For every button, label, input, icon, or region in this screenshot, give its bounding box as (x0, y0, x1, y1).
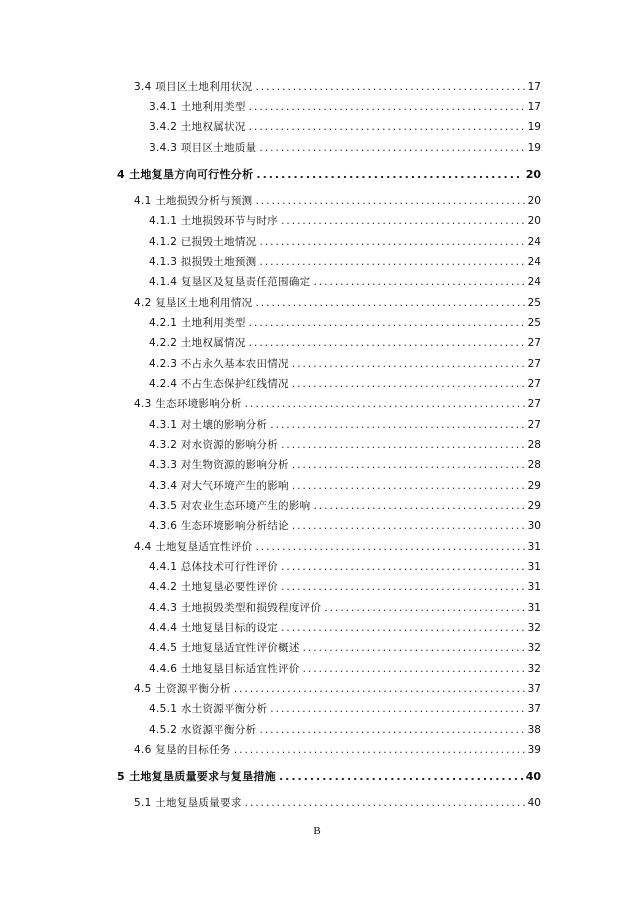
toc-entry-page-number: 27 (527, 358, 541, 370)
toc-entry[interactable] (149, 559, 541, 575)
toc-entry-title: 4.4.4 土地复垦目标的设定 (149, 622, 279, 634)
toc-dot-leader (259, 254, 524, 270)
toc-entry-page-number: 20 (527, 215, 541, 227)
toc-dot-leader (270, 701, 524, 717)
toc-entry[interactable] (149, 335, 541, 351)
toc-entry[interactable] (149, 437, 541, 453)
toc-dot-leader (255, 193, 524, 209)
toc-dot-leader (281, 559, 525, 575)
toc-entry-page-number: 25 (527, 317, 541, 329)
toc-entry[interactable] (134, 79, 541, 95)
toc-entry-page-number: 30 (527, 520, 541, 532)
toc-dot-leader (249, 315, 525, 331)
toc-entry-page-number: 27 (527, 378, 541, 390)
toc-entry-title: 3.4.3 项目区土地质量 (149, 142, 257, 154)
toc-entry-page-number: 31 (527, 541, 541, 553)
toc-entry[interactable] (149, 620, 541, 636)
toc-dot-leader (249, 335, 525, 351)
toc-entry[interactable] (149, 457, 541, 473)
toc-entry-title: 4.3.4 对大气环境产生的影响 (149, 480, 289, 492)
toc-dot-leader (255, 295, 524, 311)
toc-entry[interactable] (134, 539, 541, 555)
toc-dot-leader (324, 600, 524, 616)
toc-dot-leader (256, 167, 522, 183)
toc-entry-page-number: 28 (527, 439, 541, 451)
toc-entry[interactable] (149, 315, 541, 331)
toc-entry[interactable] (134, 681, 541, 697)
toc-dot-leader (292, 376, 525, 392)
toc-entry-title: 4.1 土地损毁分析与预测 (134, 195, 253, 207)
toc-entry[interactable] (149, 356, 541, 372)
toc-entry-title: 4.5.1 水土资源平衡分析 (149, 703, 268, 715)
toc-entry-title: 4.4.2 土地复垦必要性评价 (149, 581, 279, 593)
toc-dot-leader (303, 640, 525, 656)
toc-dot-leader (281, 620, 525, 636)
toc-entry-title: 4.5.2 水资源平衡分析 (149, 724, 257, 736)
toc-entry-page-number: 32 (527, 663, 541, 675)
toc-entry-page-number: 40 (527, 797, 541, 809)
toc-entry[interactable] (149, 417, 541, 433)
toc-dot-leader (234, 681, 525, 697)
toc-entry[interactable] (134, 396, 541, 412)
toc-dot-leader (279, 769, 523, 785)
toc-dot-leader (281, 437, 525, 453)
toc-entry-title: 4.2.4 不占生态保护红线情况 (149, 378, 289, 390)
toc-entry-title: 4.4.5 土地复垦适宜性评价概述 (149, 642, 300, 654)
toc-entry-page-number: 31 (527, 602, 541, 614)
toc-entry[interactable] (149, 213, 541, 229)
toc-dot-leader (255, 79, 524, 95)
toc-entry[interactable] (134, 795, 541, 811)
page-footer-label: B (313, 825, 321, 837)
toc-entry[interactable] (149, 376, 541, 392)
toc-entry-page-number: 24 (527, 276, 541, 288)
toc-entry-page-number: 40 (525, 770, 541, 783)
toc-entry-title: 4.1.2 已损毁土地情况 (149, 236, 257, 248)
toc-entry-title: 4.6 复垦的目标任务 (134, 744, 231, 756)
toc-dot-leader (249, 119, 525, 135)
toc-entry-page-number: 29 (527, 500, 541, 512)
toc-entry-title: 4.1.3 拟损毁土地预测 (149, 256, 257, 268)
toc-entry[interactable] (149, 498, 541, 514)
toc-entry-title: 4.2.3 不占永久基本农田情况 (149, 358, 289, 370)
toc-entry-page-number: 31 (527, 561, 541, 573)
toc-entry[interactable] (149, 478, 541, 494)
toc-entry-page-number: 20 (527, 195, 541, 207)
toc-entry[interactable] (149, 661, 541, 677)
toc-entry-page-number: 28 (527, 459, 541, 471)
toc-entry-page-number: 32 (527, 622, 541, 634)
toc-dot-leader (313, 498, 524, 514)
toc-dot-leader (281, 579, 525, 595)
toc-entry-page-number: 24 (527, 256, 541, 268)
toc-entry[interactable] (134, 742, 541, 758)
toc-dot-leader (270, 417, 524, 433)
toc-dot-leader (245, 795, 525, 811)
toc-entry-title: 3.4.2 土地权属状况 (149, 121, 246, 133)
toc-entry-page-number: 20 (525, 168, 541, 181)
toc-entry-page-number: 17 (527, 81, 541, 93)
toc-entry-title: 4.5 土资源平衡分析 (134, 683, 231, 695)
toc-entry-page-number: 19 (527, 121, 541, 133)
toc-entry-page-number: 19 (527, 142, 541, 154)
toc-entry-page-number: 29 (527, 480, 541, 492)
toc-entry[interactable] (149, 640, 541, 656)
toc-entry-title: 4.3 生态环境影响分析 (134, 398, 242, 410)
toc-entry[interactable] (149, 234, 541, 250)
toc-entry[interactable] (149, 600, 541, 616)
toc-entry-title: 4.4.6 土地复垦目标适宜性评价 (149, 663, 300, 675)
toc-dot-leader (255, 539, 524, 555)
toc-entry-title: 4.3.3 对生物资源的影响分析 (149, 459, 289, 471)
toc-entry[interactable] (149, 99, 541, 115)
toc-entry-page-number: 37 (527, 683, 541, 695)
toc-entry-page-number: 25 (527, 297, 541, 309)
toc-entry-title: 3.4.1 土地利用类型 (149, 101, 246, 113)
toc-entry-title: 4 土地复垦方向可行性分析 (117, 168, 254, 181)
toc-entry-title: 4.4.1 总体技术可行性评价 (149, 561, 279, 573)
toc-entry-title: 4.3.2 对水资源的影响分析 (149, 439, 279, 451)
toc-entry[interactable] (134, 193, 541, 209)
toc-entry[interactable] (149, 722, 541, 738)
toc-entry[interactable] (149, 140, 541, 156)
toc-entry-page-number: 39 (527, 744, 541, 756)
toc-entry-title: 5 土地复垦质量要求与复垦措施 (117, 770, 276, 783)
toc-entry-page-number: 27 (527, 419, 541, 431)
toc-entry-title: 5.1 土地复垦质量要求 (134, 797, 242, 809)
toc-entry-title: 4.4 土地复垦适宜性评价 (134, 541, 253, 553)
toc-entry[interactable] (149, 254, 541, 270)
toc-entry-title: 4.3.6 生态环境影响分析结论 (149, 520, 289, 532)
toc-entry-title: 4.2.2 土地权属情况 (149, 337, 246, 349)
toc-entry-title: 4.4.3 土地损毁类型和损毁程度评价 (149, 602, 322, 614)
toc-entry-page-number: 37 (527, 703, 541, 715)
toc-entry-page-number: 32 (527, 642, 541, 654)
toc-entry[interactable] (117, 769, 541, 785)
toc-entry[interactable] (149, 274, 541, 290)
toc-dot-leader (281, 213, 525, 229)
toc-entry-page-number: 27 (527, 398, 541, 410)
toc-entry-title: 4.1.1 土地损毁环节与时序 (149, 215, 279, 227)
toc-dot-leader (292, 478, 525, 494)
toc-entry-title: 4.3.5 对农业生态环境产生的影响 (149, 500, 311, 512)
toc-entry[interactable] (134, 295, 541, 311)
toc-entry-title: 3.4 项目区土地利用状况 (134, 81, 253, 93)
toc-dot-leader (259, 722, 524, 738)
toc-entry-title: 4.1.4 复垦区及复垦责任范围确定 (149, 276, 311, 288)
toc-entry-page-number: 38 (527, 724, 541, 736)
toc-entry[interactable] (149, 518, 541, 534)
toc-dot-leader (313, 274, 524, 290)
toc-entry[interactable] (117, 167, 541, 183)
toc-entry-page-number: 27 (527, 337, 541, 349)
toc-dot-leader (259, 234, 524, 250)
toc-entry-title: 4.2 复垦区土地利用情况 (134, 297, 253, 309)
toc-entry[interactable] (149, 119, 541, 135)
toc-entry-page-number: 17 (527, 101, 541, 113)
toc-entry[interactable] (149, 701, 541, 717)
toc-entry-page-number: 31 (527, 581, 541, 593)
toc-dot-leader (292, 356, 525, 372)
toc-dot-leader (303, 661, 525, 677)
toc-dot-leader (292, 518, 525, 534)
toc-entry-title: 4.3.1 对土壤的影响分析 (149, 419, 268, 431)
toc-dot-leader (292, 457, 525, 473)
toc-dot-leader (234, 742, 525, 758)
toc-entry[interactable] (149, 579, 541, 595)
toc-dot-leader (259, 140, 524, 156)
toc-dot-leader (245, 396, 525, 412)
toc-dot-leader (249, 99, 525, 115)
toc-entry-title: 4.2.1 土地利用类型 (149, 317, 246, 329)
toc-entry-page-number: 24 (527, 236, 541, 248)
